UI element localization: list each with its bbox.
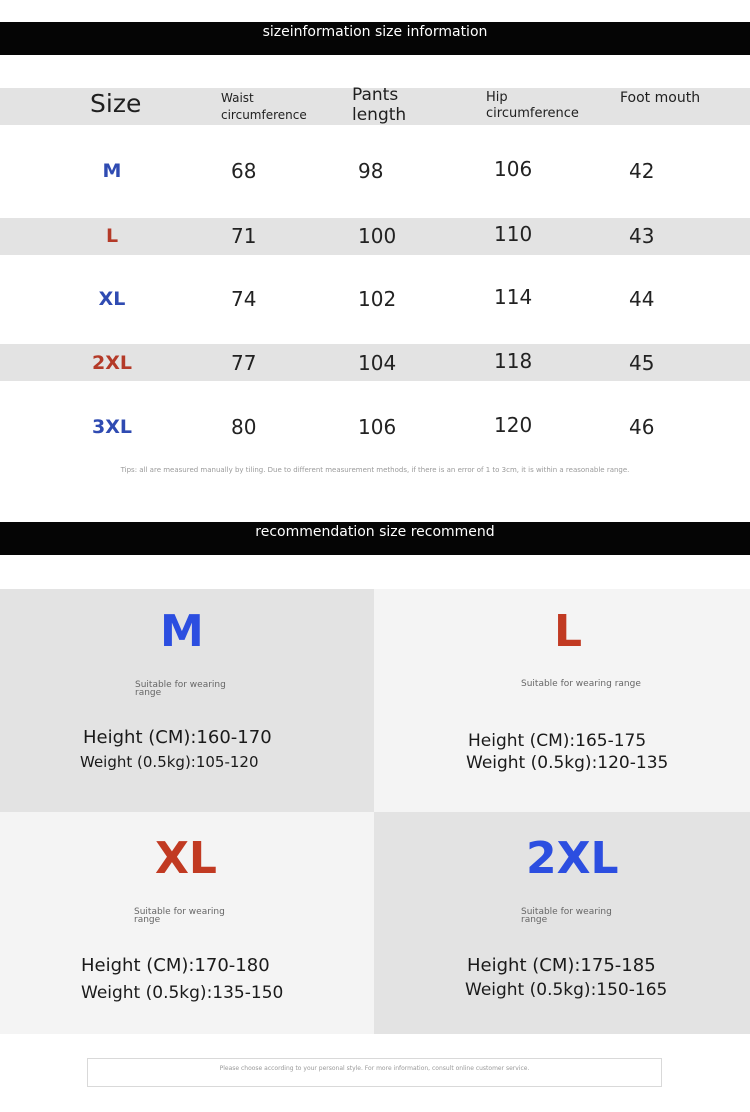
footnote-box <box>87 1058 662 1087</box>
waist-value: 77 <box>231 351 257 375</box>
hip-value: 110 <box>494 222 533 246</box>
height-range: Height (CM):165-175 <box>468 731 647 751</box>
hip-value: 118 <box>494 349 533 373</box>
size-label: 3XL <box>92 416 132 438</box>
suitable-range-label: Suitable for wearing range <box>134 907 225 925</box>
footnote-text: Please choose according to your personal style. For more information, consult online customer service. <box>219 1065 530 1072</box>
foot-value: 46 <box>629 415 655 439</box>
suitable-range-label: Suitable for wearing range <box>135 680 226 698</box>
header-hip <box>486 90 579 122</box>
foot-value: 45 <box>629 351 655 375</box>
measurement-tips: Tips: all are measured manually by tiling. Due to different measurement methods, if there is an error of 1 to 3cm, it is within a reasonable range. <box>120 466 630 474</box>
pants-value: 104 <box>358 351 397 375</box>
recommend-card-2xl <box>374 812 750 1034</box>
header-waist-line1: Waist <box>221 91 254 105</box>
foot-value: 44 <box>629 287 655 311</box>
table-row <box>0 156 750 186</box>
table-row <box>0 348 750 378</box>
table-row <box>0 284 750 314</box>
size-label: 2XL <box>92 352 132 374</box>
hip-value: 106 <box>494 157 533 181</box>
header-pants-line2: length <box>352 105 407 125</box>
pants-value: 106 <box>358 415 397 439</box>
recommend-card-l <box>374 589 750 812</box>
recommend-size-label: M <box>160 606 204 657</box>
foot-value: 43 <box>629 224 655 248</box>
recommend-size-label: 2XL <box>526 833 619 884</box>
waist-value: 74 <box>231 287 257 311</box>
weight-range: Weight (0.5kg):150-165 <box>465 980 668 1000</box>
header-pants-length <box>352 85 406 125</box>
pants-value: 100 <box>358 224 397 248</box>
pants-value: 102 <box>358 287 397 311</box>
recommend-size-label: XL <box>155 833 217 884</box>
table-row <box>0 412 750 442</box>
size-label: M <box>102 160 122 182</box>
height-range: Height (CM):160-170 <box>83 727 272 748</box>
size-label: L <box>105 225 119 247</box>
recommendation-title: recommendation size recommend <box>255 524 495 540</box>
recommend-card-m <box>0 589 374 812</box>
table-header-row <box>0 85 750 125</box>
header-hip-line1: Hip <box>486 90 508 105</box>
header-size: Size <box>90 89 142 118</box>
header-pants-line1: Pants <box>352 85 399 105</box>
height-range: Height (CM):170-180 <box>81 955 270 976</box>
weight-range: Weight (0.5kg):105-120 <box>80 753 259 771</box>
size-information-banner <box>0 22 750 55</box>
suitable-range-label: Suitable for wearing range <box>521 679 641 689</box>
header-foot-mouth: Foot mouth <box>620 90 701 106</box>
header-waist <box>221 90 307 124</box>
height-range: Height (CM):175-185 <box>467 955 656 976</box>
recommend-size-label: L <box>554 606 583 657</box>
waist-value: 71 <box>231 224 257 248</box>
foot-value: 42 <box>629 159 655 183</box>
suitable-range-label: Suitable for wearing range <box>521 907 612 925</box>
header-waist-line2: circumference <box>221 108 307 122</box>
recommend-card-xl <box>0 812 374 1034</box>
size-label: XL <box>98 288 126 310</box>
table-row <box>0 221 750 251</box>
weight-range: Weight (0.5kg):135-150 <box>81 983 284 1003</box>
hip-value: 120 <box>494 413 533 437</box>
recommendation-banner <box>0 522 750 555</box>
pants-value: 98 <box>358 159 384 183</box>
size-information-title: sizeinformation size information <box>262 24 488 40</box>
header-hip-line2: circumference <box>486 106 579 121</box>
hip-value: 114 <box>494 285 533 309</box>
waist-value: 80 <box>231 415 257 439</box>
waist-value: 68 <box>231 159 257 183</box>
weight-range: Weight (0.5kg):120-135 <box>466 753 669 773</box>
